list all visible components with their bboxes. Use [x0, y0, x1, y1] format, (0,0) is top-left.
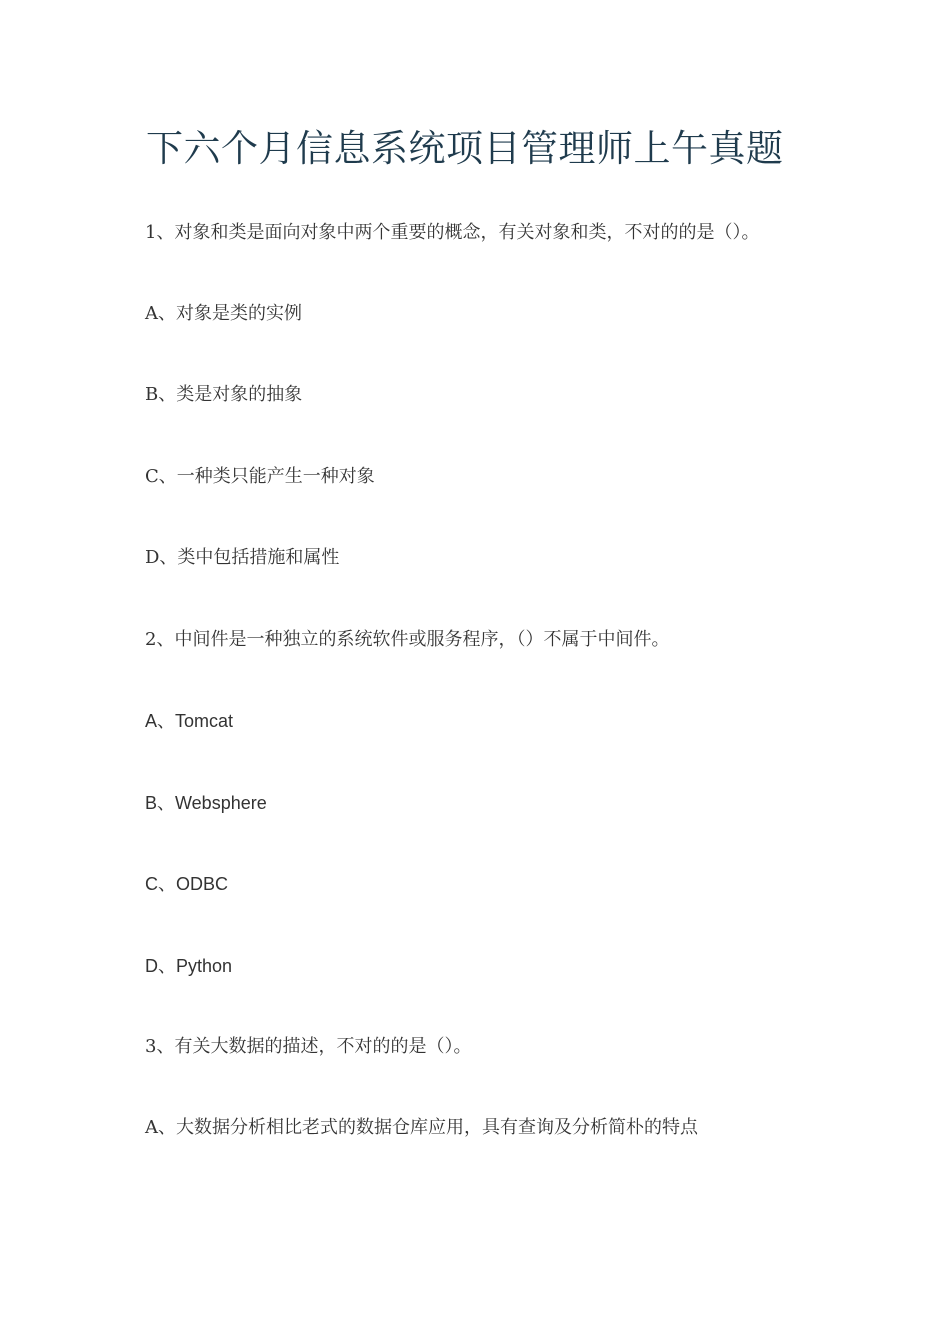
- question-2-option-c: C、ODBC: [145, 874, 229, 894]
- question-1-stem: 1、对象和类是面向对象中两个重要的概念，有关对象和类，不对的的是（）。: [145, 222, 760, 243]
- question-3-option-a: A、大数据分析相比老式的数据仓库应用，具有查询及分析简朴的特点: [145, 1117, 698, 1138]
- question-2-option-b: B、Websphere: [145, 793, 267, 813]
- document-title: 下六个月信息系统项目管理师上午真题: [146, 127, 784, 170]
- question-2-stem: 2、中间件是一种独立的系统软件或服务程序，（）不属于中间件。: [145, 629, 670, 650]
- question-2-option-a: A、Tomcat: [145, 711, 234, 731]
- question-1-option-a: A、对象是类的实例: [145, 303, 302, 324]
- question-1-option-d: D、类中包括措施和属性: [145, 547, 340, 568]
- question-2-option-d: D、Python: [145, 956, 233, 976]
- question-1-option-b: B、类是对象的抽象: [145, 384, 303, 405]
- question-1-option-c: C、一种类只能产生一种对象: [145, 466, 375, 487]
- question-3-stem: 3、有关大数据的描述，不对的的是（）。: [145, 1036, 472, 1057]
